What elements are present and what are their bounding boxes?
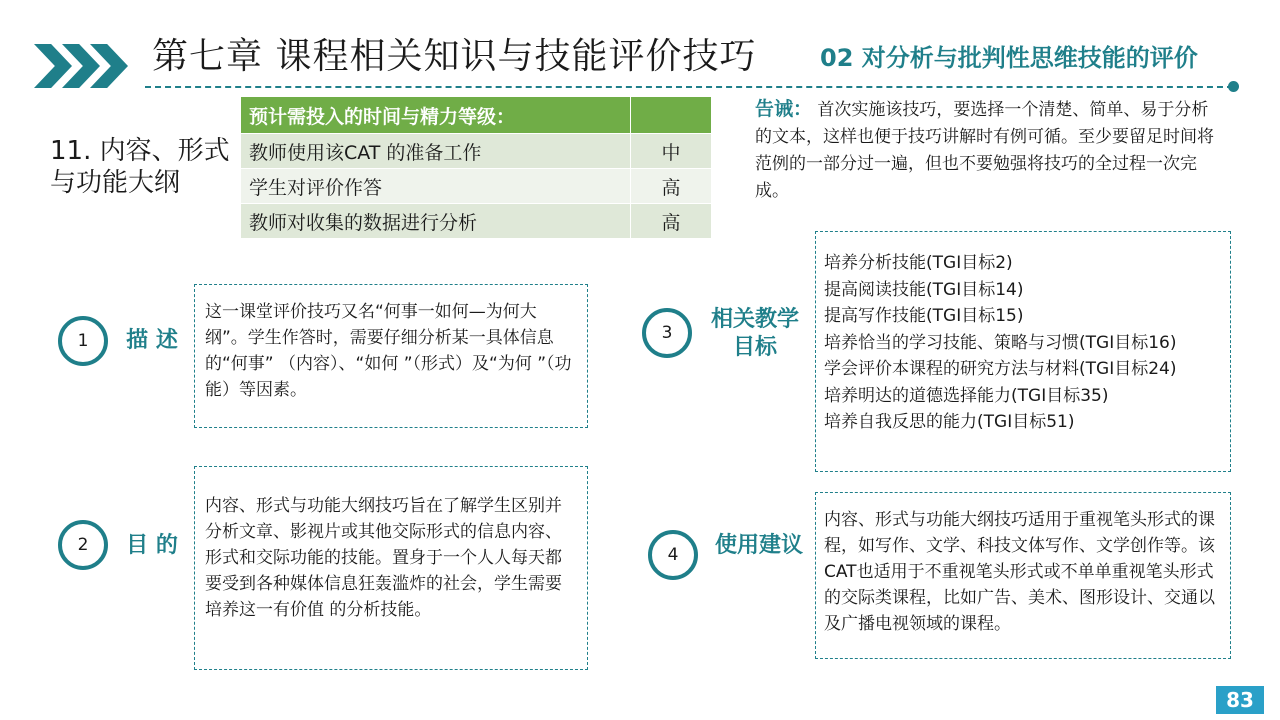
level-cell: 高 xyxy=(631,204,712,239)
section-label-goals xyxy=(700,306,810,362)
section-label-goals-line1: 相关教学 xyxy=(710,307,799,332)
list-item: 提高阅读技能(TGI目标14) xyxy=(824,279,1024,300)
suggestions-box: 内容、形式与功能大纲技巧适用于重视笔头形式的课程，如写作、文学、科技文体写作、文学创作等。该CAT也适用于不重视笔头形式或不单单重视笔头形式的交际类课程，比如广告、美术、图形设计、交通以及广播电视领域的课程。 xyxy=(815,492,1231,659)
table-header-row xyxy=(241,97,712,134)
table-row xyxy=(241,169,712,204)
section-title: 02 对分析与批判性思维技能的评价 xyxy=(820,44,1198,72)
level-cell: 中 xyxy=(631,134,712,169)
time-effort-table xyxy=(240,96,712,239)
table-header-cell: 预计需投入的时间与精力等级： xyxy=(241,97,631,134)
header-divider xyxy=(145,86,1233,88)
list-item: 提高写作技能(TGI目标15) xyxy=(824,306,1024,326)
level-cell: 高 xyxy=(631,169,712,204)
list-item: 学会评价本课程的研究方法与材料(TGI目标24) xyxy=(824,359,1177,379)
table-row xyxy=(241,134,712,169)
describe-box: 这一课堂评价技巧又名“何事一如何—为何大纲”。学生作答时，需要仔细分析某一具体信息的“何事” （内容）、“如何 ”（形式）及“为何 ”（功能）等因素。 xyxy=(194,284,588,428)
warning-label: 告诫： xyxy=(755,98,813,120)
chevron-icon xyxy=(34,44,72,88)
purpose-box: 内容、形式与功能大纲技巧旨在了解学生区别并分析文章、影视片或其他交际形式的信息内容、形式和交际功能的技能。置身于一个人人每天都要受到各种媒体信息狂轰滥炸的社会，学生需要培养这一有价值 的分析技能。 xyxy=(194,466,588,670)
task-cell: 教师使用该CAT 的准备工作 xyxy=(241,134,631,169)
list-item: 培养分析技能(TGI目标2) xyxy=(824,253,1013,273)
number-circle-1: 1 xyxy=(58,316,108,366)
number-circle-4: 4 xyxy=(648,530,698,580)
section-label-suggestions: 使用建议 xyxy=(714,533,803,558)
chapter-title: 第七章 课程相关知识与技能评价技巧 xyxy=(152,36,757,77)
goals-box xyxy=(815,231,1231,472)
warning-text: 首次实施该技巧，要选择一个清楚、简单、易于分析的文本，这样也便于技巧讲解时有例可循。至少要留足时间将范例的一部分过一遍，但也不要勉强将技巧的全过程一次完成。 xyxy=(755,100,1214,201)
list-item: 培养明达的道德选择能力(TGI目标35) xyxy=(824,385,1109,406)
number-circle-3: 3 xyxy=(642,308,692,358)
table-header-cell xyxy=(631,97,712,134)
header-divider-dot xyxy=(1228,81,1239,92)
number-circle-2: 2 xyxy=(58,520,108,570)
task-cell: 教师对收集的数据进行分析 xyxy=(241,204,631,239)
task-cell: 学生对评价作答 xyxy=(241,169,631,204)
list-item: 培养恰当的学习技能、策略与习惯(TGI目标16) xyxy=(824,332,1177,353)
item-title: 11. 内容、形式与功能大纲 xyxy=(50,136,230,198)
list-item: 培养自我反思的能力(TGI目标51) xyxy=(824,412,1075,432)
section-label-purpose: 目 的 xyxy=(126,533,178,558)
goal-list xyxy=(824,250,1222,436)
page-number-badge: 83 xyxy=(1216,686,1264,714)
table-row xyxy=(241,204,712,239)
section-label-goals-line2: 目标 xyxy=(732,335,777,360)
section-label-describe: 描 述 xyxy=(126,328,178,353)
warning-note xyxy=(755,96,1225,205)
